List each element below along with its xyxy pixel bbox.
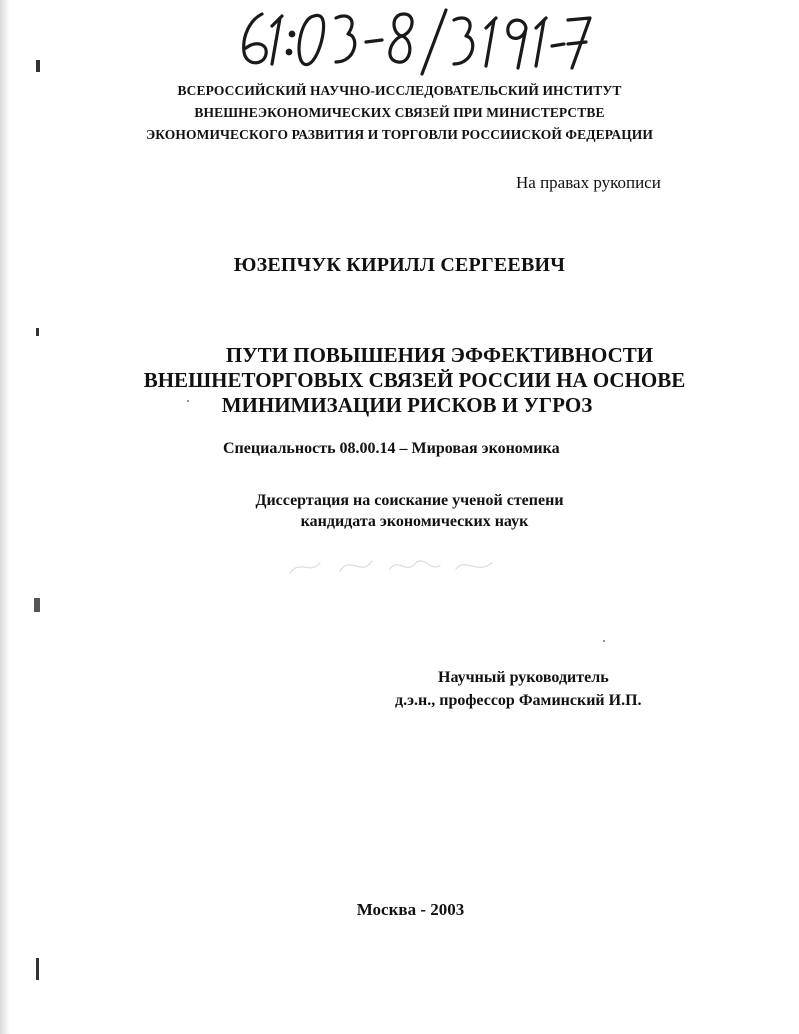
archive-number-handwritten [232,6,592,76]
scan-speck [187,400,189,402]
scan-edge-mark [36,958,39,980]
scan-edge-mark [36,328,39,336]
institute-line: ЭКОНОМИЧЕСКОГО РАЗВИТИЯ И ТОРГОВЛИ РОССИИСКОЙ ФЕДЕРАЦИИ [146,127,653,142]
dissertation-title [0,343,799,418]
supervisor-name: д.э.н., профессор Фаминский И.П. [395,692,642,709]
title-line: ВНЕШНЕТОРГОВЫХ СВЯЗЕЙ РОССИИ НА ОСНОВЕ [143,368,686,392]
supervisor-label: Научный руководитель [438,669,609,686]
scan-edge-mark [34,598,40,612]
institute-line: ВСЕРОССИЙСКИЙ НАУЧНО-ИССЛЕДОВАТЕЛЬСКИЙ ИНСТИТУТ [177,83,622,98]
place-and-year: Москва - 2003 [356,900,465,919]
rights-note: На правах рукописи [516,173,661,192]
scan-speck [603,640,605,642]
degree-line: кандидата экономических наук [300,513,529,530]
title-line: МИНИМИЗАЦИИ РИСКОВ И УГРОЗ [221,393,593,417]
author-name: ЮЗЕПЧУК КИРИЛЛ СЕРГЕЕВИЧ [233,254,566,276]
scan-edge-mark [36,60,40,72]
supervisor-block [395,666,642,712]
specialty-line: Специальность 08.00.14 – Мировая экономика [223,440,560,457]
degree-line: Диссертация на соискание ученой степени [255,492,564,509]
institute-line: ВНЕШНЕЭКОНОМИЧЕСКИХ СВЯЗЕЙ ПРИ МИНИСТЕРСТВЕ [194,105,605,120]
faint-stamp-impression [280,545,510,585]
institute-name [0,80,799,146]
title-line: ПУТИ ПОВЫШЕНИЯ ЭФФЕКТИВНОСТИ [225,343,654,367]
degree-statement [0,490,799,532]
